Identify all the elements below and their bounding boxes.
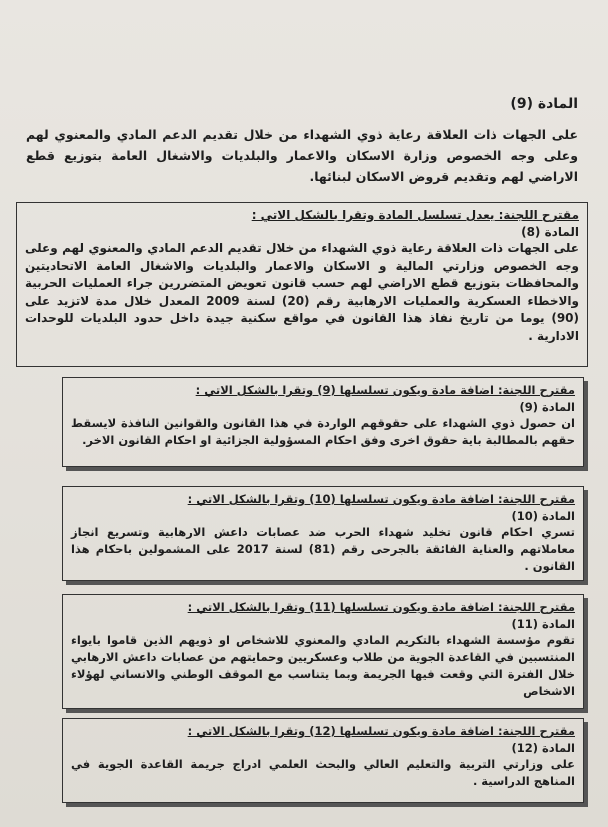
proposal-body: تقوم مؤسسة الشهداء بالتكريم المادي والمعنوي للاشخاص او ذويهم الذين قاموا بايواء المنتسبين في القاعدة الجوية من طلاب وعسكريين وحمايتهم من عصابات داعش الارهابي خلال الفترة التي وقعت فيها الجريمة وبما يتناسب مع الموقف الوطني والانساني لهؤلاء الاشخاص — [71, 633, 575, 698]
proposal-article-number: المادة (10) — [511, 509, 575, 523]
committee-proposal-article-9 — [62, 377, 584, 467]
proposal-body: تسري احكام قانون تخليد شهداء الحرب ضد عصابات داعش الارهابية وتسريع انجاز معاملاتهم والعناية الفائقة بالجرحى رقم (81) لسنة 2017 على المشمولين باحكام هذا القانون . — [71, 525, 575, 573]
proposal-heading: مقترح اللجنة: اضافة مادة ويكون تسلسلها (9) وتقرا بالشكل الاتي : — [195, 383, 575, 397]
article-9-body: على الجهات ذات العلاقة رعاية ذوي الشهداء من خلال تقديم الدعم المادي والمعنوي لهم وعلى وجه الخصوص وزارة الاسكان والاعمار والبلديات والاشغال العامة بتوزيع قطع الاراضي لهم وتقديم قروض الاسكان لبنائها. — [26, 127, 578, 184]
proposal-article-number: المادة (11) — [511, 617, 575, 631]
proposal-body: ان حصول ذوي الشهداء على حقوقهم الواردة في هذا القانون والقوانين النافذة لايسقط حقهم بالمطالبة باية حقوق اخرى وفق احكام المسؤولية الجزائية او احكام القانون الاخر. — [71, 416, 575, 447]
proposal-article-number: المادة (12) — [511, 741, 575, 755]
committee-proposal-article-8 — [16, 202, 588, 367]
proposal-heading: مقترح اللجنة: اضافة مادة ويكون تسلسلها (10) وتقرا بالشكل الاتي : — [187, 492, 575, 506]
proposal-heading: مقترح اللجنة: اضافة مادة ويكون تسلسلها (12) وتقرا بالشكل الاتي : — [187, 724, 575, 738]
proposal-article-number: المادة (8) — [521, 225, 579, 239]
proposal-body: على وزارتي التربية والتعليم العالي والبحث العلمي ادراج جريمة القاعدة الجوية في المناهج الدراسية . — [71, 757, 575, 788]
committee-proposal-article-11 — [62, 594, 584, 709]
proposal-body: على الجهات ذات العلاقة رعاية ذوي الشهداء من خلال تقديم الدعم المادي والمعنوي لهم وعلى وجه الخصوص وزارتي المالية و الاسكان والاعمار والبلديات والاشغال العامة الاتحاديتين والمحافظات بتوزيع قطع الاراضي لهم حسب قانون تعويض المتضررين جراء العمليات الحربية والاخطاء العسكرية والعمليات الارهابية رقم (20) لسنة 2009 المعدل خلال مدة لاتزيد على (90) يوما من تاريخ نفاذ هذا القانون في مواقع سكنية جيدة داخل حدود البلديات للوحدات الادارية . — [25, 241, 580, 343]
proposal-article-number: المادة (9) — [519, 400, 575, 414]
article-9-title: المادة (9) — [510, 96, 578, 112]
committee-proposal-article-12 — [62, 718, 584, 803]
proposal-heading: مقترح اللجنة: يعدل تسلسل المادة وتقرا بالشكل الاتي : — [251, 208, 579, 222]
committee-proposal-article-10 — [62, 486, 584, 581]
proposal-heading: مقترح اللجنة: اضافة مادة ويكون تسلسلها (11) وتقرا بالشكل الاتي : — [187, 600, 575, 614]
